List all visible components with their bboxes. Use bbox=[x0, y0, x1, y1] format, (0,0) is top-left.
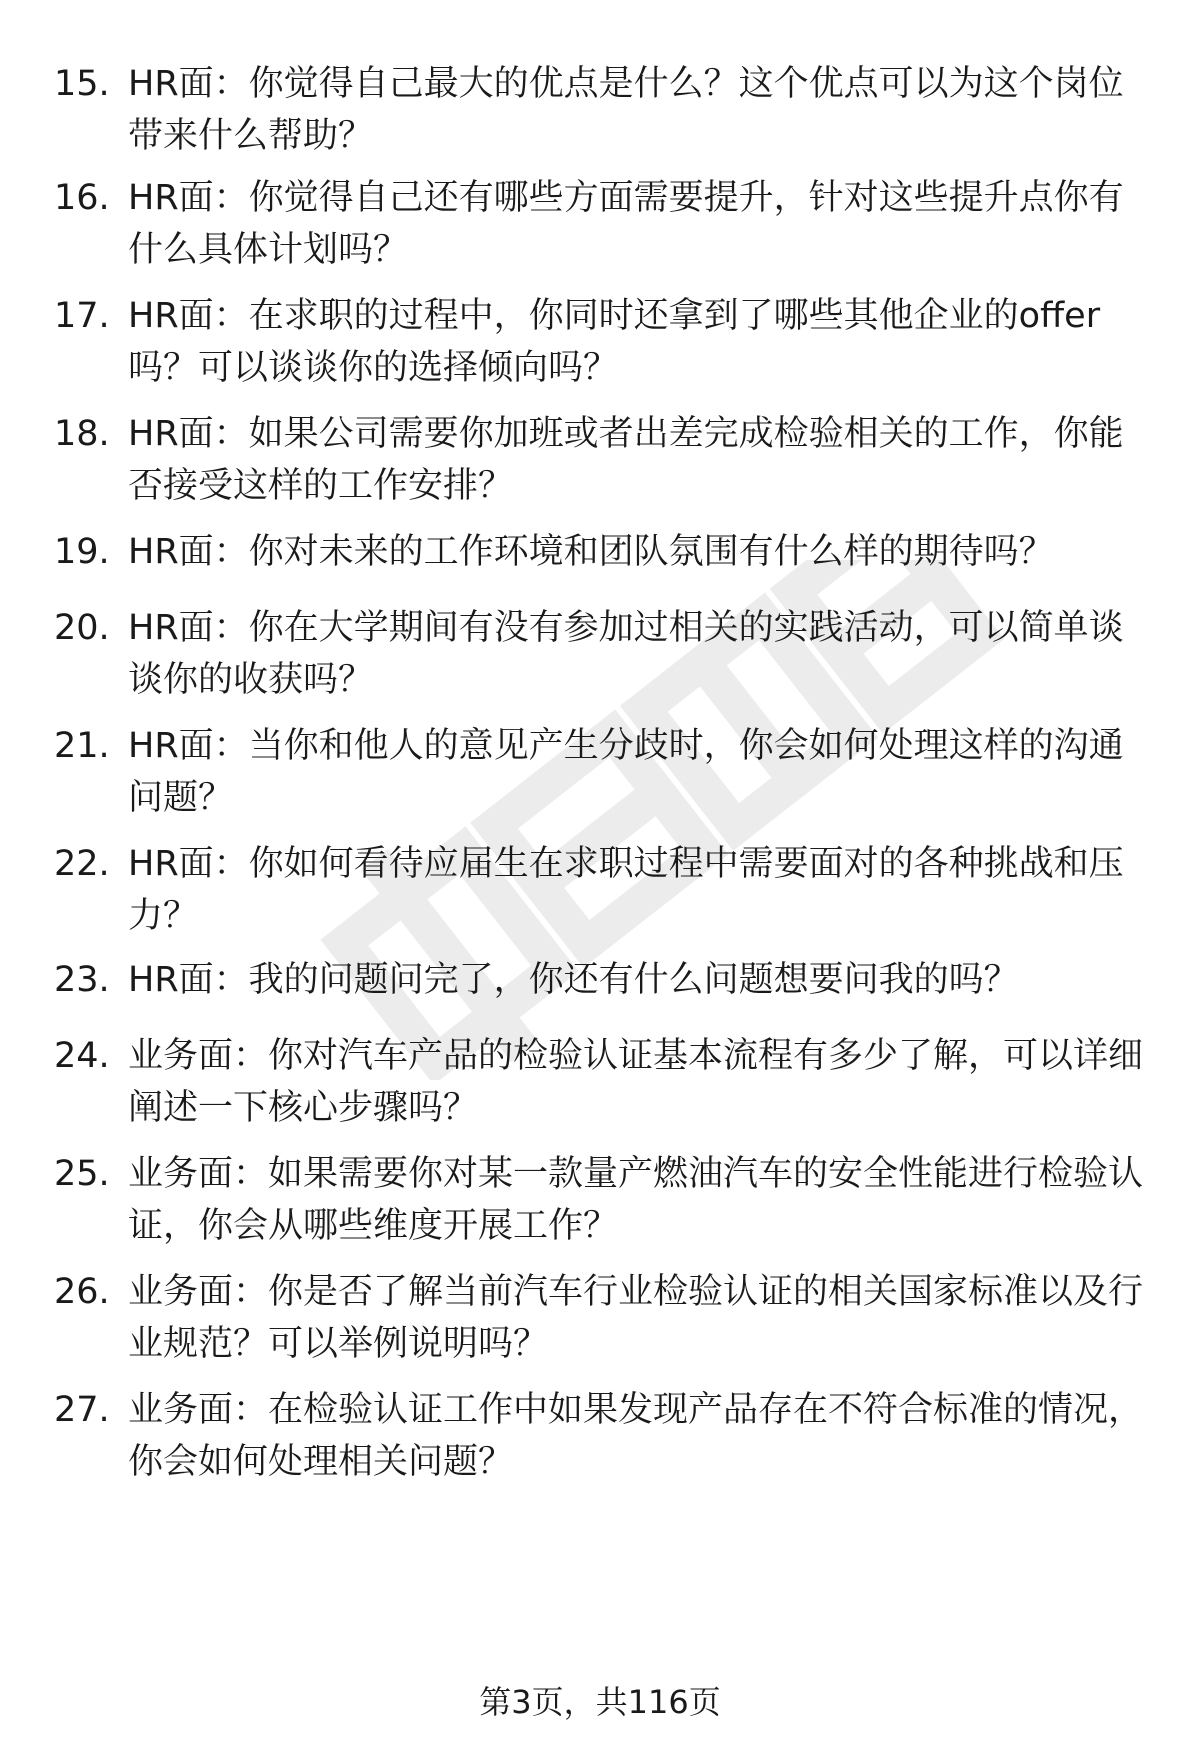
question-text: 业务面：你是否了解当前汽车行业检验认证的相关国家标准以及行业规范？可以举例说明吗？ bbox=[128, 1272, 1144, 1364]
question-text: HR面：在求职的过程中，你同时还拿到了哪些其他企业的offer吗？可以谈谈你的选择倾向吗？ bbox=[128, 296, 1101, 388]
question-text: HR面：你对未来的工作环境和团队氛围有什么样的期待吗？ bbox=[128, 532, 1054, 572]
question-text: HR面：你觉得自己最大的优点是什么？这个优点可以为这个岗位带来什么帮助？ bbox=[128, 64, 1124, 156]
question-number: 23. bbox=[54, 960, 110, 1000]
question-number: 20. bbox=[54, 608, 110, 648]
question-text: HR面：当你和他人的意见产生分歧时，你会如何处理这样的沟通问题？ bbox=[128, 726, 1124, 818]
question-text: 业务面：你对汽车产品的检验认证基本流程有多少了解，可以详细阐述一下核心步骤吗？ bbox=[128, 1036, 1144, 1128]
question-number: 25. bbox=[54, 1154, 110, 1194]
question-number: 27. bbox=[54, 1390, 110, 1430]
question-number: 21. bbox=[54, 726, 110, 766]
question-text: 业务面：如果需要你对某一款量产燃油汽车的安全性能进行检验认证，你会从哪些维度开展工作？ bbox=[128, 1154, 1144, 1246]
question-text: HR面：如果公司需要你加班或者出差完成检验相关的工作，你能否接受这样的工作安排？ bbox=[128, 414, 1124, 506]
question-number: 26. bbox=[54, 1272, 110, 1312]
question-text: HR面：你在大学期间有没有参加过相关的实践活动，可以简单谈谈你的收获吗？ bbox=[128, 608, 1124, 700]
question-text: HR面：我的问题问完了，你还有什么问题想要问我的吗？ bbox=[128, 960, 1019, 1000]
question-number: 22. bbox=[54, 844, 110, 884]
question-number: 18. bbox=[54, 414, 110, 454]
page-indicator: 第3页，共116页 bbox=[479, 1683, 721, 1721]
question-number: 19. bbox=[54, 532, 110, 572]
question-number: 16. bbox=[54, 178, 110, 218]
question-text: HR面：你觉得自己还有哪些方面需要提升，针对这些提升点你有什么具体计划吗？ bbox=[128, 178, 1124, 270]
question-number: 24. bbox=[54, 1036, 110, 1076]
question-text: HR面：你如何看待应届生在求职过程中需要面对的各种挑战和压力？ bbox=[128, 844, 1124, 936]
question-number: 17. bbox=[54, 296, 110, 336]
question-number: 15. bbox=[54, 64, 110, 104]
question-text: 业务面：在检验认证工作中如果发现产品存在不符合标准的情况，你会如何处理相关问题？ bbox=[128, 1390, 1144, 1482]
